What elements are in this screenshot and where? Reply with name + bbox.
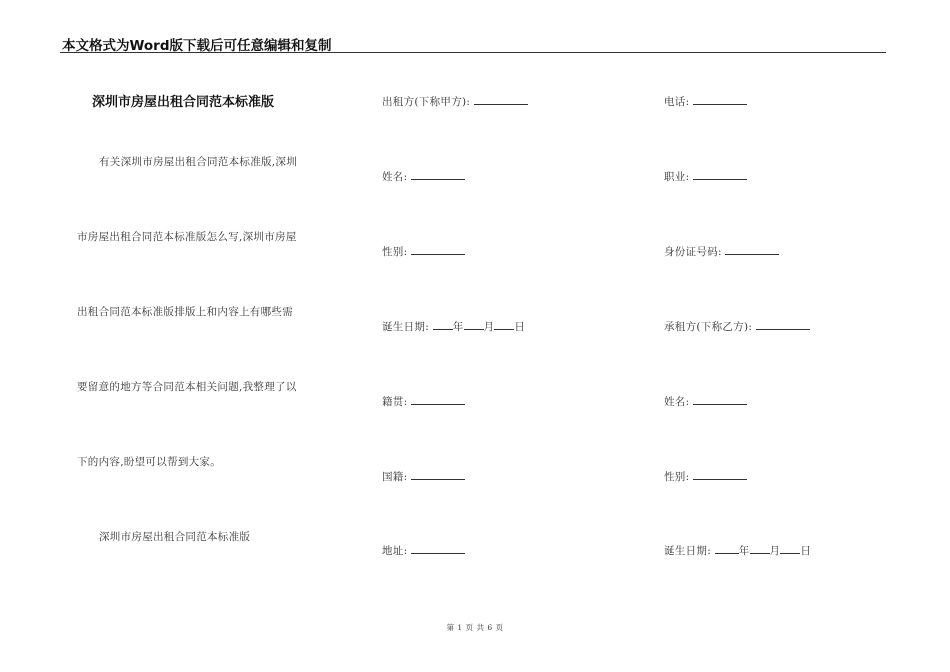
blank-line[interactable]: [725, 244, 779, 255]
lessee-name-field: [664, 394, 747, 409]
blank-line[interactable]: [411, 244, 465, 255]
field-label: 性别:: [664, 471, 690, 483]
month-label: 月: [769, 545, 781, 557]
header-rule: [60, 52, 886, 53]
blank-line[interactable]: [411, 543, 465, 554]
field-label: 出租方(下称甲方):: [382, 96, 471, 108]
blank-line[interactable]: [411, 394, 465, 405]
blank-line[interactable]: [433, 319, 453, 330]
lessor-name-field: [382, 169, 465, 184]
lessor-id-number-field: [664, 244, 779, 259]
field-label: 职业:: [664, 171, 690, 183]
blank-line[interactable]: [693, 94, 747, 105]
lessor-address-field: [382, 543, 465, 558]
lessee-birthdate-field: [664, 543, 811, 558]
lessee-gender-field: [664, 469, 747, 484]
paragraph-line: 深圳市房屋出租合同范本标准版: [99, 531, 251, 543]
year-label: 年: [452, 321, 464, 333]
blank-line[interactable]: [693, 469, 747, 480]
lessor-birthdate-field: [382, 319, 525, 334]
blank-line[interactable]: [693, 169, 747, 180]
header-title: 本文格式为Word版下载后可任意编辑和复制: [62, 38, 332, 54]
field-label: 地址:: [382, 545, 408, 557]
blank-line[interactable]: [494, 319, 514, 330]
field-label: 国籍:: [382, 471, 408, 483]
blank-line[interactable]: [715, 543, 739, 554]
paragraph-line: 要留意的地方等合同范本相关问题,我整理了以: [77, 381, 297, 393]
blank-line[interactable]: [474, 94, 528, 105]
lessor-nationality-field: [382, 469, 465, 484]
day-label: 日: [800, 545, 812, 557]
field-label: 身份证号码:: [664, 246, 722, 258]
paragraph-line: 出租合同范本标准版排版上和内容上有哪些需: [77, 306, 293, 318]
lessor-gender-field: [382, 244, 465, 259]
field-label: 电话:: [664, 96, 690, 108]
field-label: 姓名:: [664, 396, 690, 408]
paragraph-line: 下的内容,盼望可以帮到大家。: [77, 456, 222, 468]
field-label: 籍贯:: [382, 396, 408, 408]
field-label: 诞生日期:: [382, 321, 430, 333]
blank-line[interactable]: [411, 469, 465, 480]
field-label: 诞生日期:: [664, 545, 712, 557]
paragraph-line: 市房屋出租合同范本标准版怎么写,深圳市房屋: [77, 231, 297, 243]
page-indicator: 第 1 页 共 6 页: [446, 623, 504, 632]
lessor-native-place-field: [382, 394, 465, 409]
blank-line[interactable]: [756, 319, 810, 330]
blank-line[interactable]: [693, 394, 747, 405]
document-title: 深圳市房屋出租合同范本标准版: [92, 95, 275, 110]
field-label: 承租方(下称乙方):: [664, 321, 753, 333]
blank-line[interactable]: [411, 169, 465, 180]
lessor-phone-field: [664, 94, 747, 109]
year-label: 年: [738, 545, 750, 557]
blank-line[interactable]: [464, 319, 484, 330]
day-label: 日: [514, 321, 526, 333]
lessee-field: [664, 319, 810, 334]
blank-line[interactable]: [750, 543, 770, 554]
month-label: 月: [483, 321, 495, 333]
field-label: 姓名:: [382, 171, 408, 183]
blank-line[interactable]: [780, 543, 800, 554]
lessor-field: [382, 94, 528, 109]
field-label: 性别:: [382, 246, 408, 258]
paragraph-line: 有关深圳市房屋出租合同范本标准版,深圳: [99, 156, 298, 168]
lessor-occupation-field: [664, 169, 747, 184]
